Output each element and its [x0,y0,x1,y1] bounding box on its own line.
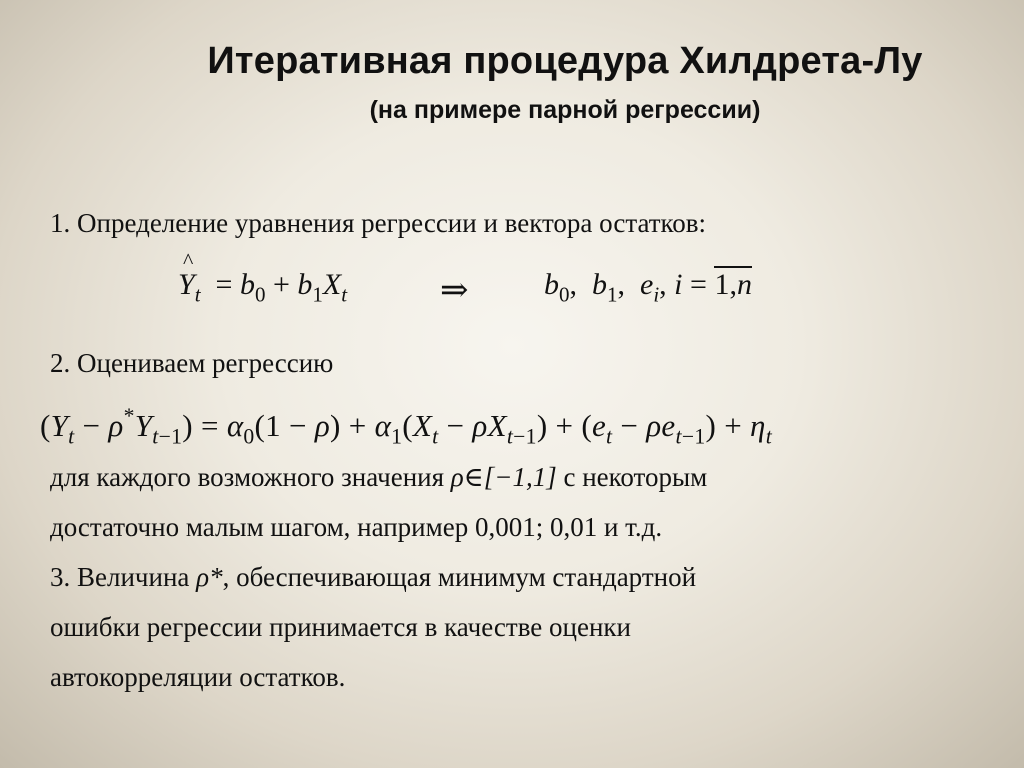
slide-title: Итеративная процедура Хилдрета-Лу [207,40,923,82]
rho-range: ρ∈[−1,1] [450,462,557,492]
step3-text-line3: автокорреляции остатков. [50,662,346,692]
step2-text-suffix: с некоторым [556,462,708,492]
step2-text-line2: достаточно малым шагом, например 0,001; 0,01 и т.д. [50,512,663,542]
step3-text-prefix: 3. Величина [50,562,197,592]
step3-text-suffix: , обеспечивающая минимум стандартной [222,562,697,592]
implies-arrow-icon: ⇒ [440,272,469,309]
rho-star: ρ* [196,562,223,592]
regression-equation: Y ^ $_t = b_0 + b_1X_t$ [178,248,348,307]
step3-text-line2: ошибки регрессии принимается в качестве оценки [50,612,631,642]
step3-text-line1 [50,562,696,593]
step2-text-line1 [50,462,707,493]
slide-subtitle: (на примере парной регрессии) [369,96,761,124]
step2-label: 2. Оцениваем регрессию [50,348,334,378]
transformed-regression-equation: $(Y_t - \rho^*Y_{t-1}) = \alpha_0(1 - \rho) + \alpha_1(X_t - \rho X_{t-1}) + (e_t - \rho e_{t-1}) + \eta_t$ [40,404,773,449]
estimated-parameters: $b_0$, $b_1$, $e_i$, i = 1,n [544,268,752,307]
step2-text-prefix: для каждого возможного значения [50,462,451,492]
step1-label: 1. Определение уравнения регрессии и вектора остатков: [50,208,707,238]
